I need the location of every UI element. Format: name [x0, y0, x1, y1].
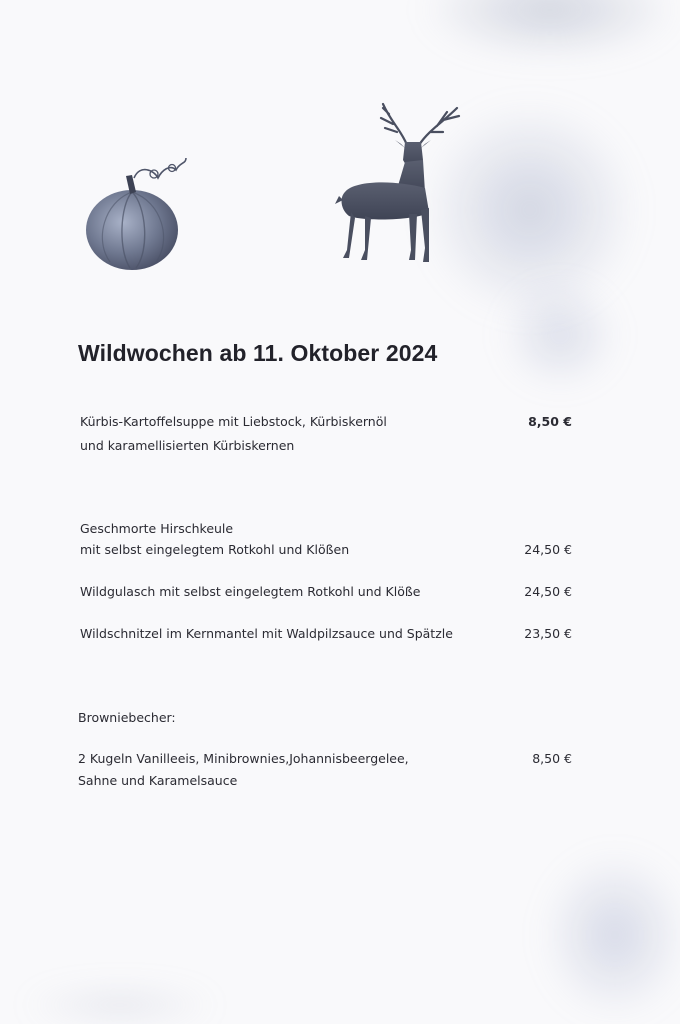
menu-item-soup-price: 8,50 €	[528, 414, 572, 429]
watercolor-wash-bottom-left	[20, 985, 220, 1024]
menu-item-soup-line-1: Kürbis-Kartoffelsuppe mit Liebstock, Kürbiskernöl	[80, 414, 387, 429]
dessert-price: 8,50 €	[532, 751, 572, 766]
watercolor-wash-bottom	[540, 850, 680, 1020]
menu-item-wildgulasch: Wildgulasch mit selbst eingelegtem Rotkohl und Klöße	[80, 584, 421, 599]
menu-item-hirschkeule-line-2: mit selbst eingelegtem Rotkohl und Klößen	[80, 542, 350, 557]
menu-item-hirschkeule-price: 24,50 €	[524, 542, 572, 557]
watercolor-wash-mid	[500, 280, 620, 390]
dessert-line-2: Sahne und Karamelsauce	[78, 773, 238, 788]
dessert-heading: Browniebecher:	[78, 710, 176, 725]
dessert-line-1: 2 Kugeln Vanilleeis, Minibrownies,Johannisbeergelee,	[78, 751, 409, 766]
pumpkin-icon	[80, 150, 195, 275]
menu-item-wildgulasch-price: 24,50 €	[524, 584, 572, 599]
deer-icon	[325, 100, 470, 270]
watercolor-wash-top	[420, 0, 680, 60]
menu-item-wildschnitzel: Wildschnitzel im Kernmantel mit Waldpilzsauce und Spätzle	[80, 626, 453, 641]
menu-title: Wildwochen ab 11. Oktober 2024	[78, 340, 438, 366]
menu-item-soup-line-2: und karamellisierten Kürbiskernen	[80, 438, 295, 453]
menu-item-hirschkeule-line-1: Geschmorte Hirschkeule	[80, 521, 234, 536]
menu-item-wildschnitzel-price: 23,50 €	[524, 626, 572, 641]
